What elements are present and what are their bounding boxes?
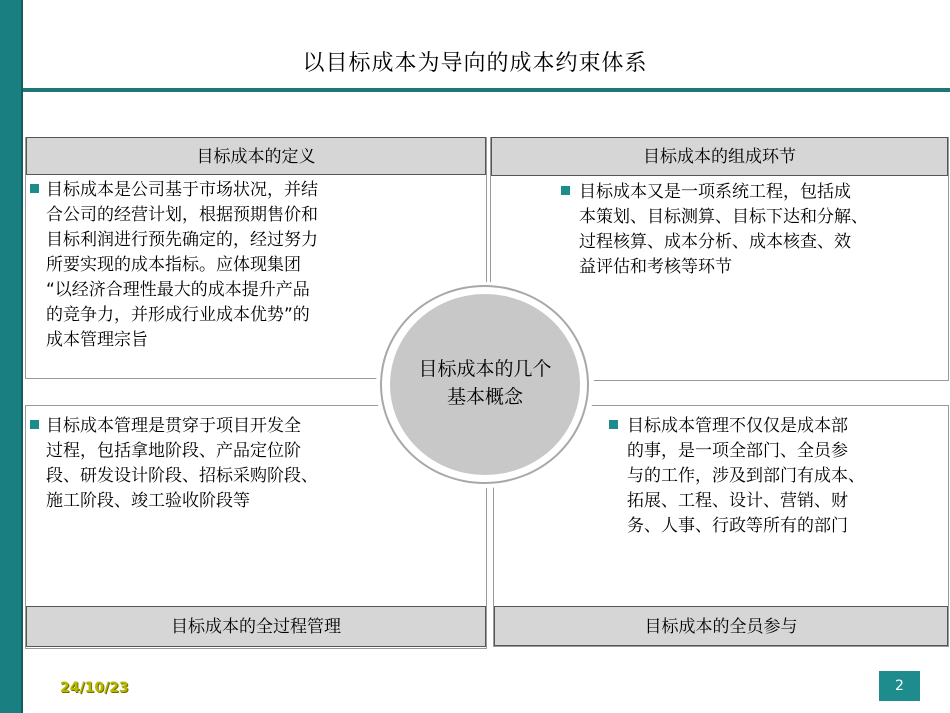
text-line: 目标成本又是一项系统工程，包括成	[579, 182, 851, 202]
text-line: “以经济合理性最大的成本提升产品	[46, 280, 310, 300]
quadrant-participation-text	[627, 414, 927, 539]
text-line: 成本管理宗旨	[46, 330, 148, 350]
square-bullet-icon	[609, 420, 618, 429]
quadrant-definition-title: 目标成本的定义	[196, 147, 316, 167]
quadrant-definition-text	[46, 178, 396, 353]
text-line: 目标利润进行预先确定的，经过努力	[46, 230, 318, 250]
text-line: 目标成本管理不仅仅是成本部	[627, 416, 848, 436]
square-bullet-icon	[30, 184, 39, 193]
text-line: 与的工作，涉及到部门有成本、	[627, 466, 865, 486]
square-bullet-icon	[561, 186, 570, 195]
quadrant-process-header	[26, 606, 486, 647]
text-line: 的事，是一项全部门、全员参	[627, 441, 848, 461]
text-line: 拓展、工程、设计、营销、财	[627, 491, 848, 511]
quadrant-participation-title: 目标成本的全员参与	[644, 617, 798, 637]
left-accent-bar	[0, 0, 21, 713]
quadrant-components-title: 目标成本的组成环节	[643, 147, 796, 167]
text-line: 施工阶段、竣工验收阶段等	[46, 491, 250, 511]
center-circle-label	[390, 355, 580, 411]
left-accent-line	[21, 0, 23, 713]
text-line: 益评估和考核等环节	[579, 257, 732, 277]
square-bullet-icon	[30, 420, 39, 429]
center-circle-line: 目标成本的几个	[418, 358, 552, 380]
quadrant-definition-header	[26, 137, 486, 175]
title-divider	[23, 88, 950, 92]
quadrant-process-title: 目标成本的全过程管理	[171, 617, 341, 637]
text-line: 过程核算、成本分析、成本核查、效	[579, 232, 851, 252]
page-number: 2	[879, 671, 920, 701]
center-circle-line: 基本概念	[446, 386, 523, 408]
text-line: 务、人事、行政等所有的部门	[627, 516, 848, 536]
text-line: 的竞争力，并形成行业成本优势”的	[46, 305, 310, 325]
text-line: 所要实现的成本指标。应体现集团	[46, 255, 301, 275]
quadrant-components-header	[491, 137, 948, 176]
text-line: 目标成本是公司基于市场状况，并结	[46, 180, 318, 200]
quadrant-process-text	[46, 414, 396, 514]
footer-date: 24/10/23	[60, 680, 129, 696]
text-line: 本策划、目标测算、目标下达和分解、	[579, 207, 868, 227]
text-line: 段、研发设计阶段、招标采购阶段、	[46, 466, 318, 486]
text-line: 合公司的经营计划，根据预期售价和	[46, 205, 318, 225]
text-line: 目标成本管理是贯穿于项目开发全	[46, 416, 301, 436]
quadrant-components-text	[579, 180, 939, 280]
text-line: 过程，包括拿地阶段、产品定位阶	[46, 441, 301, 461]
quadrant-participation-header	[494, 606, 948, 646]
slide-title: 以目标成本为导向的成本约束体系	[302, 51, 648, 76]
